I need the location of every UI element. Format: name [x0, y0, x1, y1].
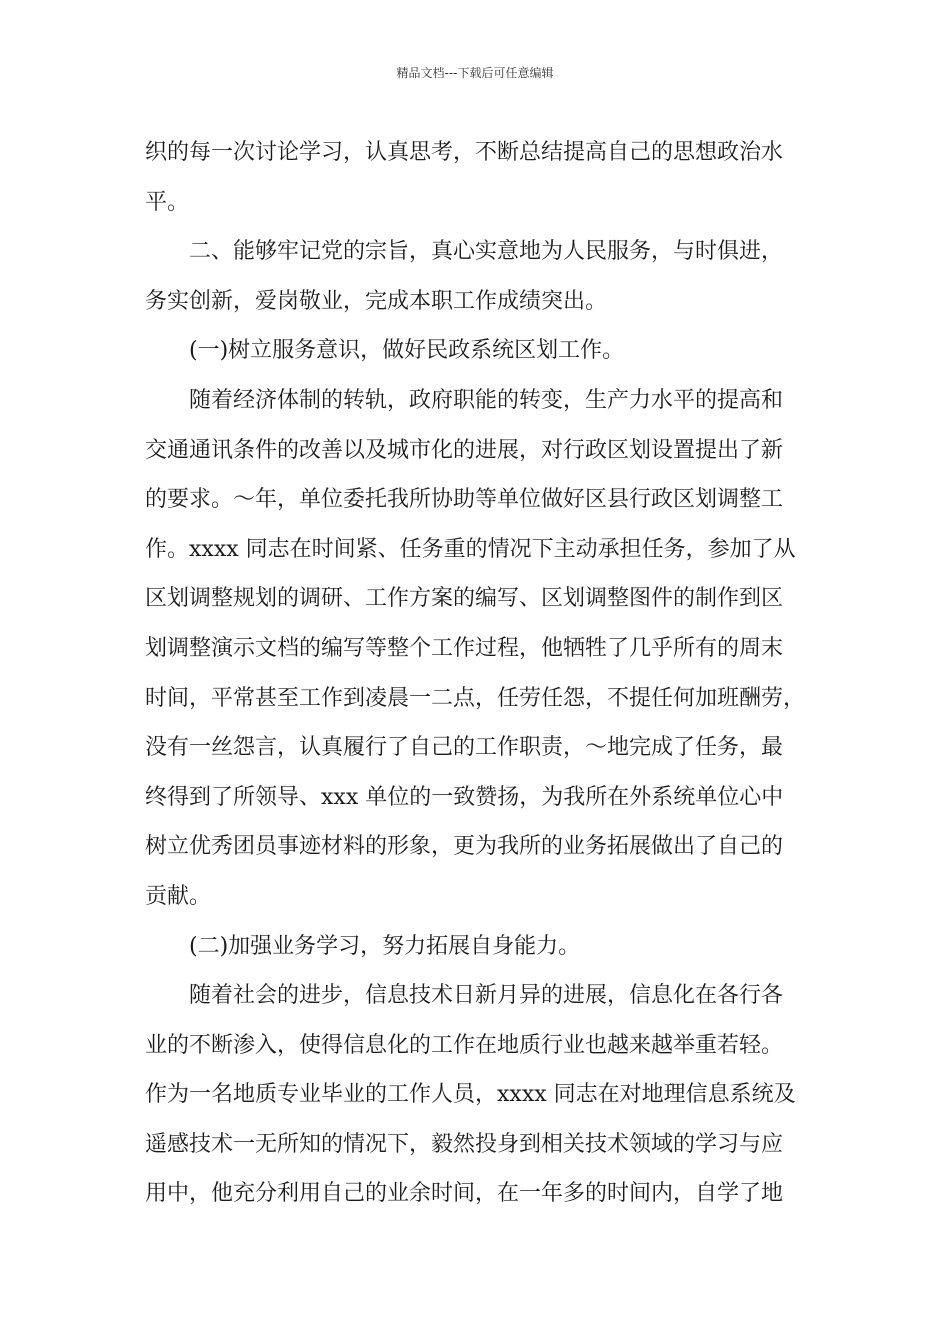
text-line: 平。 — [145, 189, 190, 215]
text-line: 的要求。～年，单位委托我所协助等单位做好区县行政区划调整工 — [145, 487, 784, 513]
text-line: 业的不断渗入，使得信息化的工作在地质行业也越来越举重若轻。 — [145, 1032, 784, 1058]
text-line: 随着经济体制的转轨，政府职能的转变，生产力水平的提高和 — [189, 387, 784, 413]
text-line: 务实创新，爱岗敬业，完成本职工作成绩突出。 — [145, 288, 608, 314]
text-line: 贡献。 — [145, 883, 212, 909]
text-line: 没有一丝怨言，认真履行了自己的工作职责，～地完成了任务，最 — [145, 735, 784, 761]
text-line: 树立优秀团员事迹材料的形象，更为我所的业务拓展做出了自己的 — [145, 834, 784, 860]
text-line: 划调整演示文档的编写等整个工作过程，他牺牲了几乎所有的周末 — [145, 635, 784, 661]
text-line: 二、能够牢记党的宗旨，真心实意地为人民服务，与时俱进， — [189, 239, 784, 265]
text-line: (二)加强业务学习，努力拓展自身能力。 — [189, 933, 581, 959]
text-line: 终得到了所领导、xxx 单位的一致赞扬，为我所在外系统单位心中 — [145, 784, 784, 810]
text-line: 作。xxxx 同志在时间紧、任务重的情况下主动承担任务，参加了从 — [145, 536, 796, 562]
text-line: 区划调整规划的调研、工作方案的编写、区划调整图件的制作到区 — [145, 586, 784, 612]
text-line: 随着社会的进步，信息技术日新月异的进展，信息化在各行各 — [189, 983, 784, 1009]
text-line: 时间，平常甚至工作到凌晨一二点，任劳任怨，不提任何加班酬劳， — [145, 685, 806, 711]
text-line: 织的每一次讨论学习，认真思考，不断总结提高自己的思想政治水 — [145, 140, 784, 165]
text-line: 作为一名地质专业毕业的工作人员，xxxx 同志在对地理信息系统及 — [145, 1082, 796, 1108]
page-header: 精品文档---下载后可任意编辑 — [396, 66, 554, 80]
text-line: 用中，他充分利用自己的业余时间，在一年多的时间内，自学了地 — [145, 1181, 784, 1207]
document-body — [145, 128, 825, 1219]
text-line: 交通通讯条件的改善以及城市化的进展，对行政区划设置提出了新 — [145, 437, 784, 463]
text-line: (一)树立服务意识，做好民政系统区划工作。 — [189, 338, 625, 364]
text-line: 遥感技术一无所知的情况下，毅然投身到相关技术领域的学习与应 — [145, 1131, 784, 1157]
